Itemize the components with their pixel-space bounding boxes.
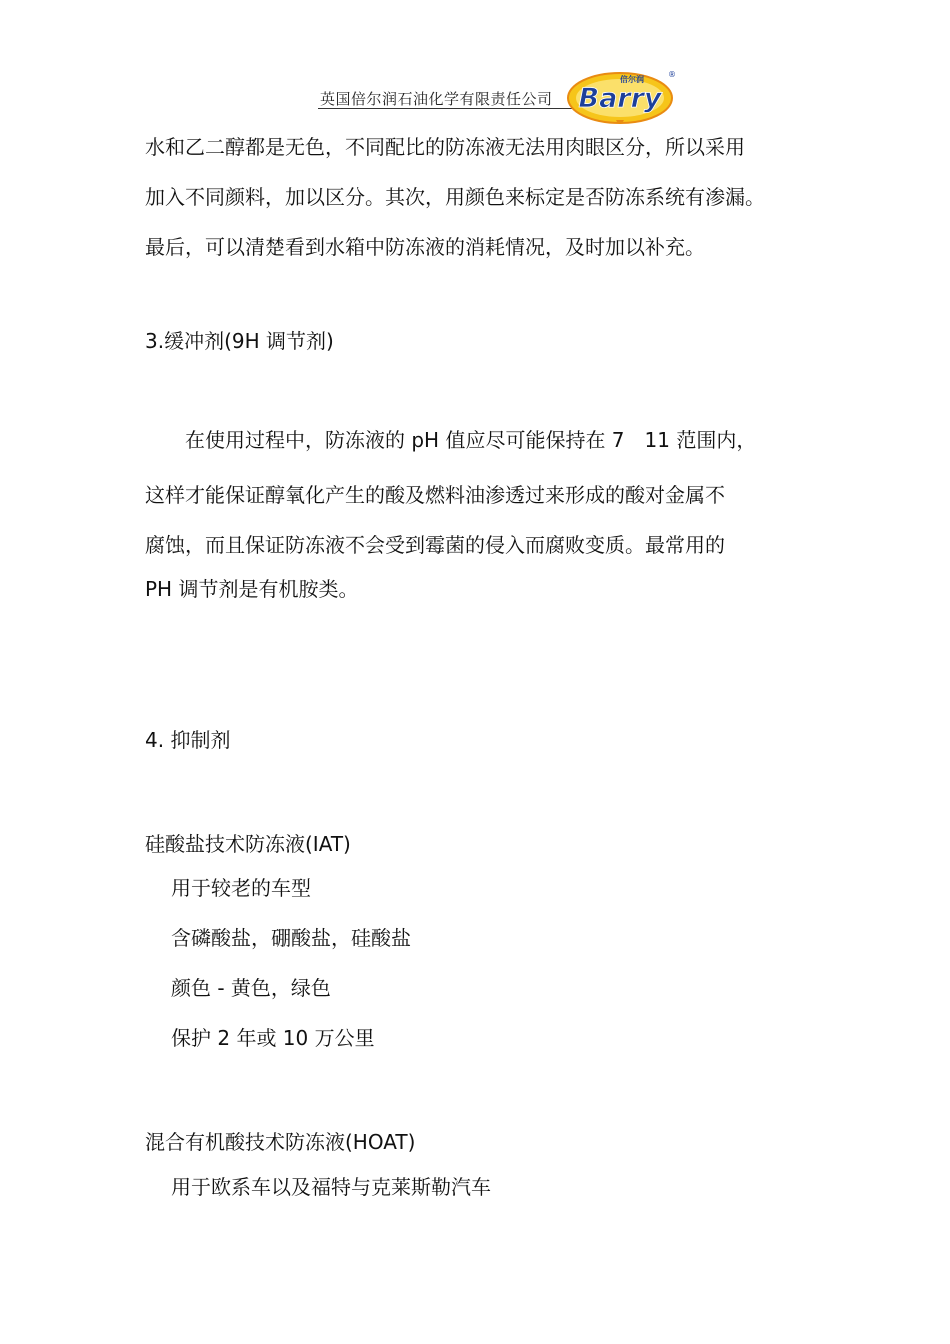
logo-small-text: 倍尔润 xyxy=(620,75,644,84)
paragraph-line: 这样才能保证醇氧化产生的酸及燃料油渗透过来形成的酸对金属不 xyxy=(145,483,725,507)
registered-mark: ® xyxy=(668,70,676,79)
list-item: 含磷酸盐，硼酸盐，硅酸盐 xyxy=(171,926,411,950)
list-item: 颜色 - 黄色，绿色 xyxy=(171,976,331,1000)
paragraph-line: PH 调节剂是有机胺类。 xyxy=(145,577,359,601)
logo-text: Barry xyxy=(578,83,662,114)
section-heading-buffer: 3.缓冲剂(9H 调节剂) xyxy=(145,329,334,353)
list-item: 用于较老的车型 xyxy=(171,876,311,900)
list-item: 保护 2 年或 10 万公里 xyxy=(171,1026,375,1050)
barry-logo xyxy=(566,68,678,130)
paragraph-line: 腐蚀，而且保证防冻液不会受到霉菌的侵入而腐败变质。最常用的 xyxy=(145,533,725,557)
page-header xyxy=(318,68,688,130)
paragraph-line: 最后，可以清楚看到水箱中防冻液的消耗情况，及时加以补充。 xyxy=(145,235,705,259)
hoat-heading: 混合有机酸技术防冻液(HOAT) xyxy=(145,1130,416,1154)
header-underline xyxy=(318,108,580,109)
paragraph-line: 水和乙二醇都是无色，不同配比的防冻液无法用肉眼区分，所以采用 xyxy=(145,135,745,159)
list-item: 用于欧系车以及福特与克莱斯勒汽车 xyxy=(171,1175,491,1199)
company-name: 英国倍尔润石油化学有限责任公司 xyxy=(320,90,553,108)
paragraph-line: 在使用过程中，防冻液的 pH 值应尽可能保持在 7 11 范围内， xyxy=(145,428,757,452)
paragraph-line: 加入不同颜料，加以区分。其次，用颜色来标定是否防冻系统有渗漏。 xyxy=(145,185,765,209)
section-heading-inhibitor: 4. 抑制剂 xyxy=(145,728,231,752)
iat-heading: 硅酸盐技术防冻液(IAT) xyxy=(145,832,351,856)
